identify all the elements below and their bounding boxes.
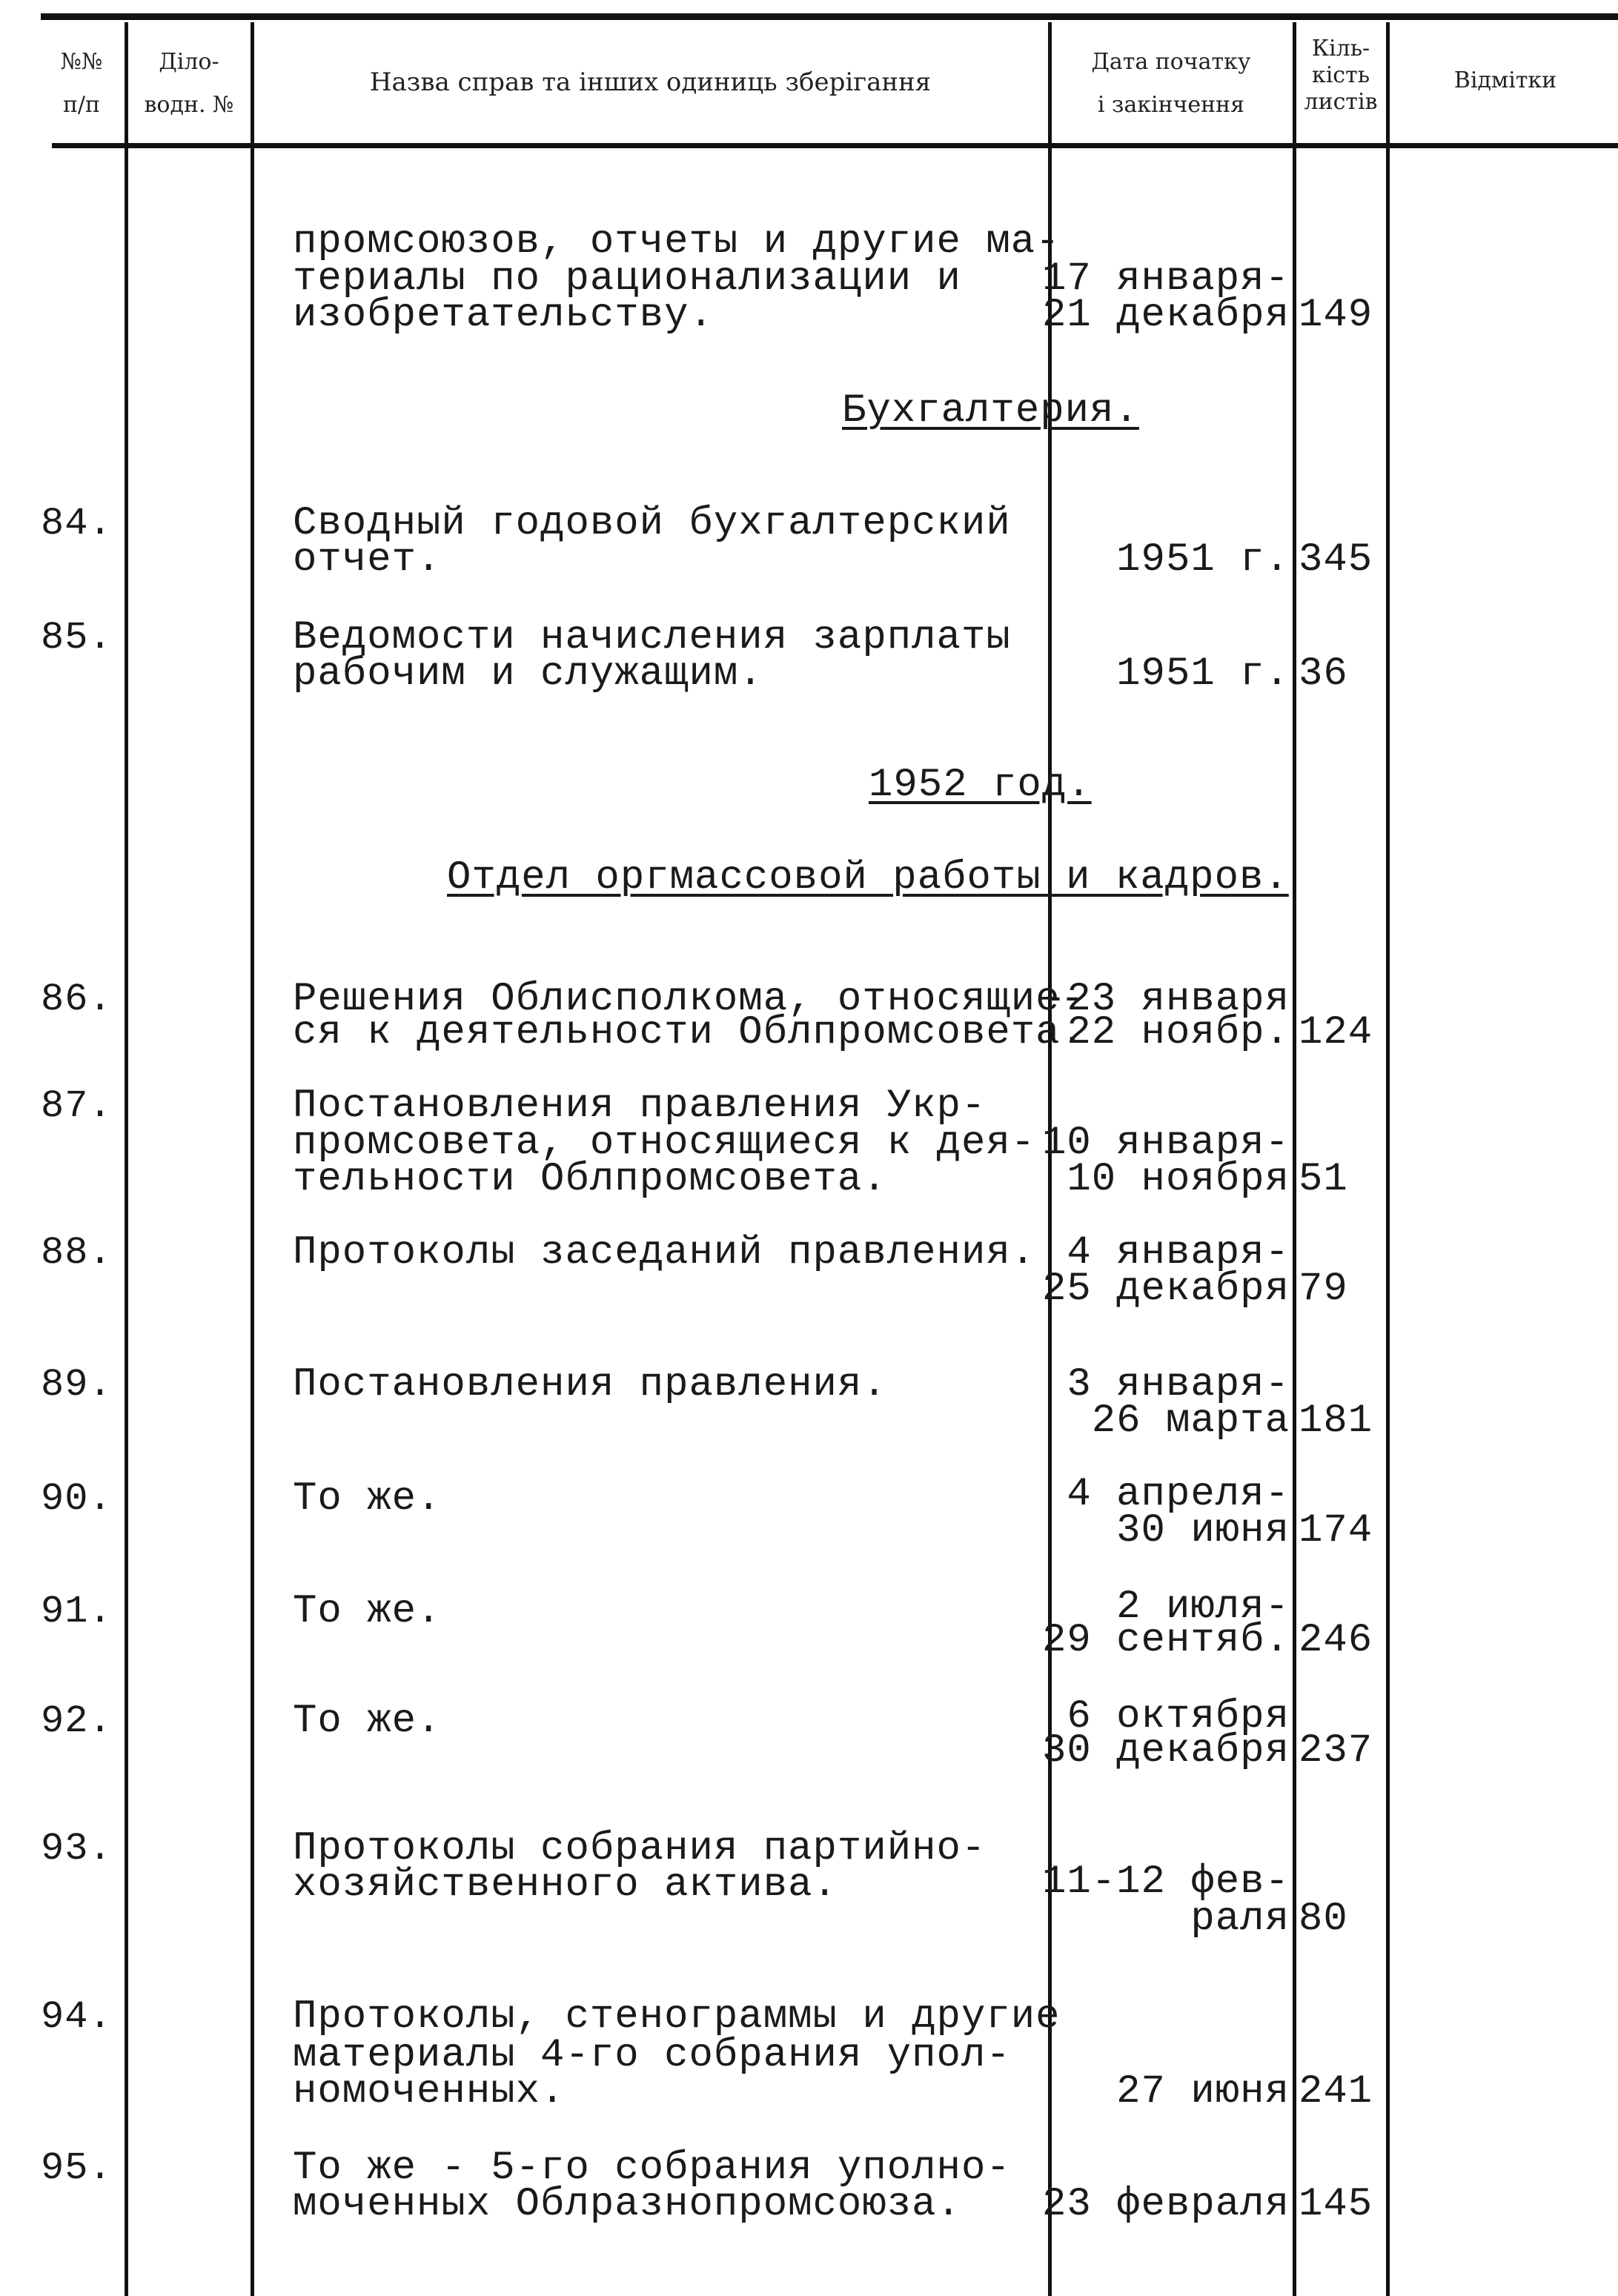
- row-number: 94.: [41, 1995, 113, 2039]
- row-title-line: Протоколы собрания партийно-: [293, 1826, 987, 1871]
- row-title-line: номоченных.: [293, 2069, 566, 2114]
- row-sheet-count: 36: [1299, 651, 1348, 697]
- row-title-line: Ведомости начисления зарплаты: [293, 615, 1011, 660]
- row-sheet-count: 174: [1299, 1508, 1373, 1553]
- row-date-line: 2 июля-: [1116, 1585, 1290, 1630]
- row-number: 84.: [41, 502, 113, 545]
- row-title-line: моченных Облразнопромсоюза.: [293, 2182, 961, 2227]
- row-date-line: -23 января: [1041, 977, 1290, 1022]
- row-date-line: 21 декабря: [1041, 293, 1290, 338]
- row-sheet-count: 149: [1299, 293, 1373, 338]
- row-title-line: тельности Облпромсовета.: [293, 1157, 887, 1202]
- row-date-line: 30 июня: [1116, 1508, 1290, 1553]
- header-text: кість: [1311, 62, 1370, 88]
- row-number: 92.: [41, 1699, 113, 1743]
- row-number: 88.: [41, 1231, 113, 1275]
- header-notes: Відмітки: [1453, 67, 1557, 93]
- row-number: 95.: [41, 2146, 113, 2190]
- row-date-line: 3 января-: [1067, 1362, 1290, 1407]
- heading-year: 1952 год.: [869, 763, 1092, 808]
- header-text: п/п: [62, 92, 101, 118]
- row-title-line: материалы 4-го собрания упол-: [293, 2033, 1011, 2078]
- row-date-line: 30 декабря: [1041, 1728, 1290, 1774]
- row-number: 87.: [41, 1084, 113, 1128]
- row-sheet-count: 181: [1299, 1398, 1373, 1444]
- row-title-line: То же.: [293, 1476, 442, 1522]
- column-divider: [1386, 22, 1390, 2296]
- row-title-line: То же.: [293, 1589, 442, 1634]
- row-number: 93.: [41, 1827, 113, 1871]
- row-title-line: изобретательству.: [293, 293, 714, 338]
- header-text: Кіль-: [1311, 36, 1370, 62]
- row-date-line: 4 января-: [1067, 1230, 1290, 1275]
- row-sheet-count: 241: [1299, 2069, 1373, 2114]
- column-divider: [251, 22, 254, 2296]
- row-sheet-count: 345: [1299, 537, 1373, 583]
- row-date-line: 23 февраля: [1041, 2182, 1290, 2227]
- row-title-line: хозяйственного актива.: [293, 1862, 838, 1908]
- row-title-line: Сводный годовой бухгалтерский: [293, 501, 1011, 546]
- row-title-line: Протоколы заседаний правления.: [293, 1230, 1036, 1275]
- header-sheets: [1297, 36, 1385, 116]
- header-text: №№: [60, 49, 103, 75]
- header-text: Діло-: [159, 49, 219, 75]
- header-text: Дата початку: [1091, 49, 1251, 75]
- row-title-line: териалы по рационализации и: [293, 256, 961, 302]
- heading-accounting: Бухгалтерия.: [842, 388, 1139, 434]
- row-date-line: 25 декабря: [1041, 1267, 1290, 1312]
- row-title-line: Решения Облисполкома, относящие-: [293, 977, 1085, 1022]
- header-text: і закінчення: [1097, 92, 1245, 118]
- row-sheet-count: 79: [1299, 1267, 1348, 1312]
- row-sheet-count: 246: [1299, 1618, 1373, 1663]
- row-title-line: То же - 5-го собрания уполно-: [293, 2146, 1011, 2191]
- row-date-line: 22 ноябр.: [1067, 1010, 1290, 1055]
- row-title-line: Протоколы, стенограммы и другие: [293, 1994, 1061, 2040]
- row-title-line: ся к деятельности Облпромсовета.: [293, 1010, 1085, 1055]
- row-sheet-count: 51: [1299, 1157, 1348, 1202]
- row-title-line: промсоюзов, отчеты и другие ма-: [293, 219, 1061, 265]
- row-date-line: 17 января-: [1041, 256, 1290, 302]
- row-date-line: раля: [1190, 1897, 1290, 1942]
- row-date-line: 1951 г.: [1116, 651, 1290, 697]
- row-date-line: 10 января-: [1041, 1121, 1290, 1166]
- heading-department: Отдел оргмассовой работы и кадров.: [447, 855, 1289, 900]
- header-text: листів: [1304, 89, 1378, 115]
- row-title-line: Постановления правления.: [293, 1362, 887, 1407]
- row-sheet-count: 124: [1299, 1010, 1373, 1055]
- column-divider: [125, 22, 128, 2296]
- row-date-line: 10 ноября: [1067, 1157, 1290, 1202]
- header-number: [44, 41, 119, 127]
- header-dates: [1052, 41, 1290, 127]
- row-title-line: То же.: [293, 1699, 442, 1744]
- row-title-line: промсовета, относящиеся к дея-: [293, 1121, 1036, 1166]
- top-rule: [41, 13, 1618, 20]
- row-date-line: 1951 г.: [1116, 537, 1290, 583]
- row-date-line: 26 марта: [1091, 1398, 1290, 1444]
- row-sheet-count: 237: [1299, 1728, 1373, 1774]
- header-text: водн. №: [144, 92, 234, 118]
- row-number: 91.: [41, 1590, 113, 1633]
- row-number: 85.: [41, 616, 113, 660]
- row-date-line: 4 апреля-: [1067, 1472, 1290, 1517]
- row-date-line: 11-12 фев-: [1041, 1859, 1290, 1905]
- header-bottom-rule: [52, 143, 1618, 148]
- row-sheet-count: 145: [1299, 2182, 1373, 2227]
- row-date-line: 6 октября: [1067, 1694, 1290, 1739]
- row-title-line: отчет.: [293, 537, 442, 583]
- row-number: 89.: [41, 1363, 113, 1407]
- row-sheet-count: 80: [1299, 1897, 1348, 1942]
- row-number: 86.: [41, 978, 113, 1021]
- row-title-line: Постановления правления Укр-: [293, 1084, 987, 1129]
- row-date-line: 27 июня: [1116, 2069, 1290, 2114]
- row-date-line: 29 сентяб.: [1041, 1618, 1290, 1663]
- header-title: Назва справ та інших одиниць зберігання: [369, 67, 932, 97]
- row-title-line: рабочим и служащим.: [293, 651, 763, 697]
- column-divider: [1293, 22, 1296, 2296]
- header-office-number: [130, 41, 248, 127]
- row-number: 90.: [41, 1477, 113, 1521]
